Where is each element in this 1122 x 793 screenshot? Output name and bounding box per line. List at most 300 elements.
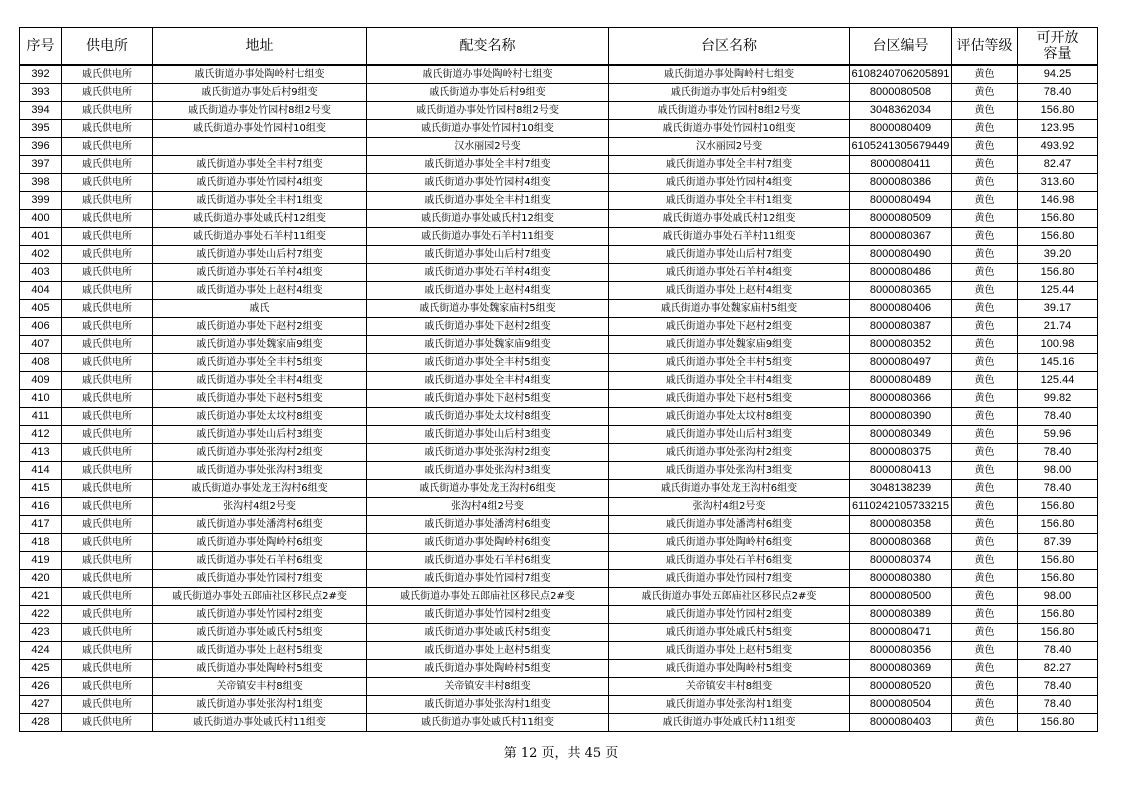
cell-transformer: 戚氏街道办事处石羊村11组变 xyxy=(367,228,609,246)
cell-capacity: 59.96 xyxy=(1018,426,1098,444)
cell-grade: 黄色 xyxy=(952,516,1018,534)
cell-index: 414 xyxy=(20,462,62,480)
cell-area-name: 戚氏街道办事处戚氏村11组变 xyxy=(609,714,850,732)
cell-station: 戚氏供电所 xyxy=(62,714,153,732)
cell-capacity: 78.40 xyxy=(1018,84,1098,102)
cell-area-name: 汉水丽园2号变 xyxy=(609,138,850,156)
cell-address: 戚氏街道办事处山后村3组变 xyxy=(153,426,367,444)
cell-station: 戚氏供电所 xyxy=(62,120,153,138)
cell-area-id: 8000080411 xyxy=(850,156,952,174)
cell-grade: 黄色 xyxy=(952,156,1018,174)
cell-transformer: 戚氏街道办事处魏家庙9组变 xyxy=(367,336,609,354)
cell-station: 戚氏供电所 xyxy=(62,660,153,678)
cell-address: 戚氏街道办事处上赵村4组变 xyxy=(153,282,367,300)
cell-capacity: 156.80 xyxy=(1018,624,1098,642)
cell-area-name: 戚氏街道办事处全丰村4组变 xyxy=(609,372,850,390)
cell-area-id: 8000080389 xyxy=(850,606,952,624)
cell-address: 戚氏街道办事处陶岭村七组变 xyxy=(153,65,367,84)
table-row xyxy=(20,65,1098,84)
cell-transformer: 戚氏街道办事处石羊村4组变 xyxy=(367,264,609,282)
cell-station: 戚氏供电所 xyxy=(62,624,153,642)
cell-address: 戚氏街道办事处陶岭村6组变 xyxy=(153,534,367,552)
table-row xyxy=(20,570,1098,588)
cell-station: 戚氏供电所 xyxy=(62,534,153,552)
cell-capacity: 156.80 xyxy=(1018,552,1098,570)
cell-grade: 黄色 xyxy=(952,462,1018,480)
cell-index: 392 xyxy=(20,65,62,84)
cell-grade: 黄色 xyxy=(952,588,1018,606)
table-row xyxy=(20,714,1098,732)
cell-area-name: 戚氏街道办事处戚氏村5组变 xyxy=(609,624,850,642)
cell-capacity: 156.80 xyxy=(1018,606,1098,624)
cell-grade: 黄色 xyxy=(952,174,1018,192)
cell-area-name: 戚氏街道办事处戚氏村12组变 xyxy=(609,210,850,228)
cell-index: 395 xyxy=(20,120,62,138)
cell-area-name: 戚氏街道办事处竹园村2组变 xyxy=(609,606,850,624)
cell-capacity: 78.40 xyxy=(1018,408,1098,426)
cell-transformer: 戚氏街道办事处竹园村10组变 xyxy=(367,120,609,138)
cell-transformer: 戚氏街道办事处上赵村4组变 xyxy=(367,282,609,300)
cell-area-name: 戚氏街道办事处张沟村2组变 xyxy=(609,444,850,462)
cell-capacity: 82.27 xyxy=(1018,660,1098,678)
cell-address: 戚氏街道办事处石羊村4组变 xyxy=(153,264,367,282)
cell-index: 416 xyxy=(20,498,62,516)
cell-index: 406 xyxy=(20,318,62,336)
cell-area-name: 戚氏街道办事处山后村7组变 xyxy=(609,246,850,264)
table-row xyxy=(20,228,1098,246)
cell-station: 戚氏供电所 xyxy=(62,318,153,336)
cell-grade: 黄色 xyxy=(952,210,1018,228)
col-header-area-name: 台区名称 xyxy=(609,28,850,66)
cell-area-name: 戚氏街道办事处竹园村4组变 xyxy=(609,174,850,192)
cell-area-id: 8000080366 xyxy=(850,390,952,408)
cell-area-id: 8000080387 xyxy=(850,318,952,336)
cell-address: 戚氏街道办事处竹园村8组2号变 xyxy=(153,102,367,120)
cell-area-name: 张沟村4组2号变 xyxy=(609,498,850,516)
cell-index: 410 xyxy=(20,390,62,408)
cell-capacity: 156.80 xyxy=(1018,498,1098,516)
cell-grade: 黄色 xyxy=(952,714,1018,732)
cell-capacity: 100.98 xyxy=(1018,336,1098,354)
cell-station: 戚氏供电所 xyxy=(62,264,153,282)
table-row xyxy=(20,84,1098,102)
cell-station: 戚氏供电所 xyxy=(62,426,153,444)
cell-area-name: 戚氏街道办事处龙王沟村6组变 xyxy=(609,480,850,498)
cell-station: 戚氏供电所 xyxy=(62,480,153,498)
cell-index: 404 xyxy=(20,282,62,300)
cell-station: 戚氏供电所 xyxy=(62,606,153,624)
cell-index: 400 xyxy=(20,210,62,228)
cell-area-id: 8000080374 xyxy=(850,552,952,570)
cell-transformer: 戚氏街道办事处戚氏村11组变 xyxy=(367,714,609,732)
cell-transformer: 戚氏街道办事处下赵村2组变 xyxy=(367,318,609,336)
cell-capacity: 123.95 xyxy=(1018,120,1098,138)
cell-area-name: 戚氏街道办事处魏家庙9组变 xyxy=(609,336,850,354)
cell-area-id: 8000080369 xyxy=(850,660,952,678)
table-row xyxy=(20,336,1098,354)
cell-transformer: 戚氏街道办事处竹园村2组变 xyxy=(367,606,609,624)
cell-transformer: 戚氏街道办事处魏家庙村5组变 xyxy=(367,300,609,318)
cell-capacity: 87.39 xyxy=(1018,534,1098,552)
cell-capacity: 78.40 xyxy=(1018,696,1098,714)
cell-index: 405 xyxy=(20,300,62,318)
table-row xyxy=(20,480,1098,498)
cell-station: 戚氏供电所 xyxy=(62,138,153,156)
cell-transformer: 戚氏街道办事处后村9组变 xyxy=(367,84,609,102)
cell-grade: 黄色 xyxy=(952,624,1018,642)
cell-area-name: 戚氏街道办事处全丰村5组变 xyxy=(609,354,850,372)
cell-address: 戚氏街道办事处上赵村5组变 xyxy=(153,642,367,660)
cell-transformer: 戚氏街道办事处潘湾村6组变 xyxy=(367,516,609,534)
cell-area-id: 8000080368 xyxy=(850,534,952,552)
cell-index: 399 xyxy=(20,192,62,210)
cell-grade: 黄色 xyxy=(952,282,1018,300)
cell-area-id: 8000080356 xyxy=(850,642,952,660)
cell-area-name: 戚氏街道办事处下赵村2组变 xyxy=(609,318,850,336)
cell-grade: 黄色 xyxy=(952,318,1018,336)
cell-index: 394 xyxy=(20,102,62,120)
table-row xyxy=(20,264,1098,282)
cell-grade: 黄色 xyxy=(952,120,1018,138)
cell-station: 戚氏供电所 xyxy=(62,246,153,264)
cell-transformer: 戚氏街道办事处张沟村2组变 xyxy=(367,444,609,462)
col-header-index: 序号 xyxy=(20,28,62,66)
cell-transformer: 汉水丽园2号变 xyxy=(367,138,609,156)
cell-capacity: 98.00 xyxy=(1018,462,1098,480)
table-row xyxy=(20,210,1098,228)
cell-index: 428 xyxy=(20,714,62,732)
cell-transformer: 戚氏街道办事处张沟村3组变 xyxy=(367,462,609,480)
cell-capacity: 156.80 xyxy=(1018,516,1098,534)
cell-grade: 黄色 xyxy=(952,534,1018,552)
col-header-grade: 评估等级 xyxy=(952,28,1018,66)
cell-area-name: 戚氏街道办事处石羊村11组变 xyxy=(609,228,850,246)
cell-grade: 黄色 xyxy=(952,570,1018,588)
cell-transformer: 戚氏街道办事处竹园村4组变 xyxy=(367,174,609,192)
cell-capacity: 78.40 xyxy=(1018,642,1098,660)
cell-transformer: 戚氏街道办事处山后村3组变 xyxy=(367,426,609,444)
cell-address: 戚氏街道办事处竹园村10组变 xyxy=(153,120,367,138)
cell-area-name: 戚氏街道办事处山后村3组变 xyxy=(609,426,850,444)
cell-area-id: 8000080406 xyxy=(850,300,952,318)
cell-transformer: 关帝镇安丰村8组变 xyxy=(367,678,609,696)
cell-transformer: 戚氏街道办事处五郎庙社区移民点2#变 xyxy=(367,588,609,606)
cell-index: 421 xyxy=(20,588,62,606)
cell-station: 戚氏供电所 xyxy=(62,516,153,534)
table-body xyxy=(20,65,1098,732)
cell-index: 418 xyxy=(20,534,62,552)
cell-grade: 黄色 xyxy=(952,606,1018,624)
table-row xyxy=(20,120,1098,138)
cell-grade: 黄色 xyxy=(952,84,1018,102)
cell-station: 戚氏供电所 xyxy=(62,84,153,102)
cell-transformer: 戚氏街道办事处竹园村7组变 xyxy=(367,570,609,588)
cell-area-id: 8000080358 xyxy=(850,516,952,534)
cell-station: 戚氏供电所 xyxy=(62,156,153,174)
cell-capacity: 99.82 xyxy=(1018,390,1098,408)
cell-capacity: 146.98 xyxy=(1018,192,1098,210)
cell-area-name: 戚氏街道办事处太坟村8组变 xyxy=(609,408,850,426)
table-row xyxy=(20,318,1098,336)
cell-index: 425 xyxy=(20,660,62,678)
col-header-capacity: 可开放容量 xyxy=(1018,28,1098,66)
cell-address xyxy=(153,138,367,156)
cell-capacity: 313.60 xyxy=(1018,174,1098,192)
table-row xyxy=(20,642,1098,660)
cell-capacity: 156.80 xyxy=(1018,210,1098,228)
cell-station: 戚氏供电所 xyxy=(62,282,153,300)
cell-grade: 黄色 xyxy=(952,678,1018,696)
cell-capacity: 156.80 xyxy=(1018,102,1098,120)
cell-transformer: 戚氏街道办事处太坟村8组变 xyxy=(367,408,609,426)
cell-address: 戚氏街道办事处全丰村4组变 xyxy=(153,372,367,390)
cell-station: 戚氏供电所 xyxy=(62,372,153,390)
cell-grade: 黄色 xyxy=(952,192,1018,210)
table-row xyxy=(20,696,1098,714)
cell-station: 戚氏供电所 xyxy=(62,570,153,588)
cell-grade: 黄色 xyxy=(952,65,1018,84)
cell-address: 戚氏街道办事处太坟村8组变 xyxy=(153,408,367,426)
table-row xyxy=(20,444,1098,462)
cell-grade: 黄色 xyxy=(952,498,1018,516)
cell-transformer: 戚氏街道办事处龙王沟村6组变 xyxy=(367,480,609,498)
cell-capacity: 78.40 xyxy=(1018,444,1098,462)
cell-area-id: 8000080375 xyxy=(850,444,952,462)
cell-transformer: 戚氏街道办事处全丰村5组变 xyxy=(367,354,609,372)
cell-capacity: 493.92 xyxy=(1018,138,1098,156)
table-row xyxy=(20,282,1098,300)
cell-grade: 黄色 xyxy=(952,354,1018,372)
cell-index: 393 xyxy=(20,84,62,102)
cell-index: 415 xyxy=(20,480,62,498)
cell-area-id: 8000080509 xyxy=(850,210,952,228)
cell-area-name: 戚氏街道办事处竹园村7组变 xyxy=(609,570,850,588)
header-row xyxy=(20,28,1098,66)
cell-index: 424 xyxy=(20,642,62,660)
cell-capacity: 125.44 xyxy=(1018,372,1098,390)
cell-area-name: 戚氏街道办事处竹园村10组变 xyxy=(609,120,850,138)
cell-capacity: 21.74 xyxy=(1018,318,1098,336)
cell-address: 戚氏街道办事处戚氏村5组变 xyxy=(153,624,367,642)
cell-area-id: 8000080390 xyxy=(850,408,952,426)
cell-index: 411 xyxy=(20,408,62,426)
cell-capacity: 156.80 xyxy=(1018,570,1098,588)
cell-area-name: 戚氏街道办事处陶岭村5组变 xyxy=(609,660,850,678)
cell-capacity: 156.80 xyxy=(1018,264,1098,282)
cell-station: 戚氏供电所 xyxy=(62,498,153,516)
cell-grade: 黄色 xyxy=(952,642,1018,660)
capacity-table xyxy=(19,27,1098,732)
cell-station: 戚氏供电所 xyxy=(62,390,153,408)
cell-station: 戚氏供电所 xyxy=(62,678,153,696)
cell-index: 396 xyxy=(20,138,62,156)
cell-address: 戚氏街道办事处下赵村5组变 xyxy=(153,390,367,408)
cell-grade: 黄色 xyxy=(952,696,1018,714)
cell-address: 戚氏街道办事处山后村7组变 xyxy=(153,246,367,264)
cell-area-id: 8000080497 xyxy=(850,354,952,372)
cell-area-id: 8000080490 xyxy=(850,246,952,264)
table-row xyxy=(20,300,1098,318)
table-row xyxy=(20,606,1098,624)
table-row xyxy=(20,552,1098,570)
cell-grade: 黄色 xyxy=(952,408,1018,426)
cell-index: 408 xyxy=(20,354,62,372)
cell-transformer: 戚氏街道办事处陶岭村5组变 xyxy=(367,660,609,678)
table-row xyxy=(20,516,1098,534)
table-row xyxy=(20,588,1098,606)
table-row xyxy=(20,138,1098,156)
cell-area-id: 3048362034 xyxy=(850,102,952,120)
cell-address: 戚氏街道办事处陶岭村5组变 xyxy=(153,660,367,678)
cell-area-id: 8000080380 xyxy=(850,570,952,588)
cell-transformer: 戚氏街道办事处竹园村8组2号变 xyxy=(367,102,609,120)
cell-station: 戚氏供电所 xyxy=(62,696,153,714)
cell-address: 戚氏街道办事处张沟村3组变 xyxy=(153,462,367,480)
cell-capacity: 78.40 xyxy=(1018,480,1098,498)
cell-station: 戚氏供电所 xyxy=(62,192,153,210)
table-row xyxy=(20,678,1098,696)
cell-area-name: 戚氏街道办事处潘湾村6组变 xyxy=(609,516,850,534)
cell-index: 401 xyxy=(20,228,62,246)
cell-index: 398 xyxy=(20,174,62,192)
cell-transformer: 戚氏街道办事处张沟村1组变 xyxy=(367,696,609,714)
cell-grade: 黄色 xyxy=(952,426,1018,444)
cell-index: 409 xyxy=(20,372,62,390)
cell-station: 戚氏供电所 xyxy=(62,210,153,228)
cell-capacity: 39.20 xyxy=(1018,246,1098,264)
cell-station: 戚氏供电所 xyxy=(62,552,153,570)
cell-area-name: 戚氏街道办事处全丰村1组变 xyxy=(609,192,850,210)
cell-address: 戚氏街道办事处魏家庙9组变 xyxy=(153,336,367,354)
cell-area-id: 8000080508 xyxy=(850,84,952,102)
table-row xyxy=(20,462,1098,480)
cell-address: 戚氏街道办事处后村9组变 xyxy=(153,84,367,102)
cell-area-name: 戚氏街道办事处上赵村4组变 xyxy=(609,282,850,300)
cell-index: 427 xyxy=(20,696,62,714)
cell-area-name: 戚氏街道办事处张沟村1组变 xyxy=(609,696,850,714)
cell-area-id: 8000080471 xyxy=(850,624,952,642)
cell-area-id: 8000080403 xyxy=(850,714,952,732)
table-row xyxy=(20,660,1098,678)
cell-area-name: 戚氏街道办事处张沟村3组变 xyxy=(609,462,850,480)
table-row xyxy=(20,408,1098,426)
cell-grade: 黄色 xyxy=(952,372,1018,390)
cell-address: 戚氏街道办事处石羊村6组变 xyxy=(153,552,367,570)
table-row xyxy=(20,498,1098,516)
cell-address: 戚氏街道办事处竹园村7组变 xyxy=(153,570,367,588)
cell-area-name: 戚氏街道办事处五郎庙社区移民点2#变 xyxy=(609,588,850,606)
table-row xyxy=(20,624,1098,642)
cell-grade: 黄色 xyxy=(952,138,1018,156)
cell-address: 戚氏街道办事处竹园村4组变 xyxy=(153,174,367,192)
cell-area-id: 8000080520 xyxy=(850,678,952,696)
cell-transformer: 戚氏街道办事处戚氏村5组变 xyxy=(367,624,609,642)
table-row xyxy=(20,192,1098,210)
cell-area-name: 戚氏街道办事处陶岭村七组变 xyxy=(609,65,850,84)
cell-station: 戚氏供电所 xyxy=(62,65,153,84)
cell-grade: 黄色 xyxy=(952,552,1018,570)
col-header-transformer: 配变名称 xyxy=(367,28,609,66)
cell-grade: 黄色 xyxy=(952,264,1018,282)
cell-area-name: 关帝镇安丰村8组变 xyxy=(609,678,850,696)
cell-area-id: 6105241305679449 xyxy=(850,138,952,156)
cell-address: 张沟村4组2号变 xyxy=(153,498,367,516)
cell-transformer: 戚氏街道办事处陶岭村七组变 xyxy=(367,65,609,84)
cell-index: 407 xyxy=(20,336,62,354)
cell-area-id: 8000080386 xyxy=(850,174,952,192)
cell-capacity: 94.25 xyxy=(1018,65,1098,84)
table-row xyxy=(20,390,1098,408)
cell-address: 戚氏街道办事处龙王沟村6组变 xyxy=(153,480,367,498)
cell-grade: 黄色 xyxy=(952,102,1018,120)
cell-transformer: 戚氏街道办事处下赵村5组变 xyxy=(367,390,609,408)
cell-capacity: 156.80 xyxy=(1018,714,1098,732)
cell-capacity: 39.17 xyxy=(1018,300,1098,318)
cell-index: 417 xyxy=(20,516,62,534)
cell-transformer: 戚氏街道办事处石羊村6组变 xyxy=(367,552,609,570)
cell-area-name: 戚氏街道办事处上赵村5组变 xyxy=(609,642,850,660)
cell-area-name: 戚氏街道办事处后村9组变 xyxy=(609,84,850,102)
cell-capacity: 145.16 xyxy=(1018,354,1098,372)
cell-transformer: 戚氏街道办事处全丰村1组变 xyxy=(367,192,609,210)
table-row xyxy=(20,426,1098,444)
cell-station: 戚氏供电所 xyxy=(62,408,153,426)
cell-station: 戚氏供电所 xyxy=(62,174,153,192)
cell-index: 403 xyxy=(20,264,62,282)
cell-area-id: 8000080486 xyxy=(850,264,952,282)
cell-index: 426 xyxy=(20,678,62,696)
cell-address: 戚氏 xyxy=(153,300,367,318)
table-row xyxy=(20,534,1098,552)
cell-index: 397 xyxy=(20,156,62,174)
cell-station: 戚氏供电所 xyxy=(62,462,153,480)
cell-grade: 黄色 xyxy=(952,480,1018,498)
cell-grade: 黄色 xyxy=(952,300,1018,318)
cell-capacity: 78.40 xyxy=(1018,678,1098,696)
table-row xyxy=(20,102,1098,120)
table-row xyxy=(20,174,1098,192)
cell-area-id: 8000080365 xyxy=(850,282,952,300)
table-row xyxy=(20,246,1098,264)
cell-index: 422 xyxy=(20,606,62,624)
cell-capacity: 156.80 xyxy=(1018,228,1098,246)
cell-station: 戚氏供电所 xyxy=(62,228,153,246)
cell-transformer: 戚氏街道办事处全丰村7组变 xyxy=(367,156,609,174)
cell-address: 戚氏街道办事处五郎庙社区移民点2#变 xyxy=(153,588,367,606)
cell-area-id: 8000080489 xyxy=(850,372,952,390)
cell-area-id: 8000080409 xyxy=(850,120,952,138)
cell-address: 戚氏街道办事处张沟村2组变 xyxy=(153,444,367,462)
cell-area-id: 8000080504 xyxy=(850,696,952,714)
cell-area-name: 戚氏街道办事处石羊村6组变 xyxy=(609,552,850,570)
cell-grade: 黄色 xyxy=(952,444,1018,462)
cell-grade: 黄色 xyxy=(952,390,1018,408)
cell-transformer: 戚氏街道办事处陶岭村6组变 xyxy=(367,534,609,552)
cell-address: 戚氏街道办事处潘湾村6组变 xyxy=(153,516,367,534)
cell-area-name: 戚氏街道办事处石羊村4组变 xyxy=(609,264,850,282)
cell-area-name: 戚氏街道办事处全丰村7组变 xyxy=(609,156,850,174)
cell-transformer: 戚氏街道办事处全丰村4组变 xyxy=(367,372,609,390)
page-footer: 第 12 页，共 45 页 xyxy=(503,746,619,761)
cell-grade: 黄色 xyxy=(952,246,1018,264)
cell-station: 戚氏供电所 xyxy=(62,354,153,372)
cell-grade: 黄色 xyxy=(952,660,1018,678)
cell-address: 戚氏街道办事处全丰村1组变 xyxy=(153,192,367,210)
cell-area-name: 戚氏街道办事处下赵村5组变 xyxy=(609,390,850,408)
cell-area-id: 8000080500 xyxy=(850,588,952,606)
cell-capacity: 98.00 xyxy=(1018,588,1098,606)
table-row xyxy=(20,354,1098,372)
